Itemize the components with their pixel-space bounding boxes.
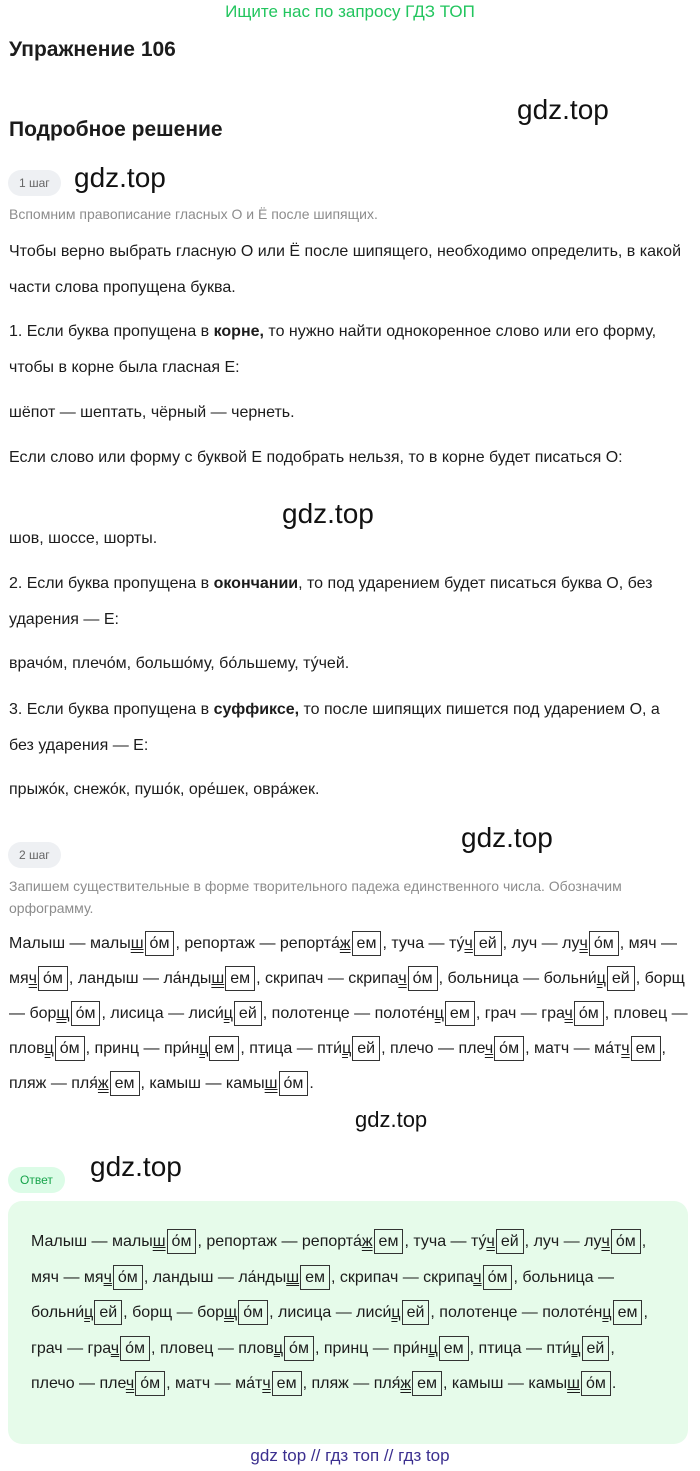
word-pair — [9, 1075, 141, 1092]
ending-box: ем — [374, 1229, 404, 1254]
word-base: туча — ту́ — [413, 1233, 487, 1250]
word-pair — [265, 970, 439, 987]
word-base: больница — больни́ — [447, 970, 597, 987]
step-2-word-list: Малыш — малыш о́м , репортаж — репорта́ж ем , туча — ту́ч ей , луч — луч о́м , мяч — мяч о́м , ландыш — ла́ндыш ем , скрипач — скрипач о́м , больница — больни́ц ей , борщ — борщ о́м , лисица — лиси́ц ей , полотенце — полоте́нц ем , грач — грач о́м , пловец — пловц о́м , принц — при́нц ем , птица — пти́ц ей , плечо — плеч о́м , матч — ма́тч ем , пляж — пля́ж ем , камыш — камыш о́м . — [9, 926, 689, 1101]
ending-box: о́м — [167, 1229, 197, 1254]
word-pair — [391, 935, 502, 952]
rule-1-paragraph — [9, 314, 689, 386]
word-pair — [149, 1075, 309, 1092]
ending-box: о́м — [494, 1036, 524, 1061]
ending-box: ем — [613, 1300, 643, 1325]
rule-2-keyword: окончании — [213, 575, 299, 592]
rule-2-text-c: , то под ударением будет писаться буква О, без ударения — Е: — [9, 575, 653, 628]
orthogram-consonant: ж — [97, 1075, 109, 1092]
word-base: лисица — лиси́ — [278, 1304, 392, 1321]
orthogram-consonant: ч — [621, 1040, 630, 1057]
word-pair — [311, 1375, 443, 1392]
word-pair — [132, 1304, 269, 1321]
orthogram-consonant: ц — [273, 1339, 284, 1357]
watermark: gdz.top — [90, 1151, 182, 1182]
word-base: ландыш — ла́нды — [152, 1268, 287, 1286]
word-pair — [206, 1233, 404, 1250]
word-pair — [249, 1040, 381, 1057]
word-pair — [78, 970, 256, 987]
ending-box: о́м — [574, 1001, 604, 1026]
word-pair — [95, 1040, 241, 1057]
rule-1-text-c: то нужно найти однокоренное слово или его форму, чтобы в корне была гласная Е: — [9, 323, 657, 376]
word-pair — [340, 1269, 514, 1286]
ending-box: о́м — [483, 1265, 513, 1290]
word-base: Малыш — малы — [31, 1233, 153, 1250]
word-base: грач — гра — [484, 1005, 565, 1022]
ending-box: ем — [352, 931, 382, 956]
promo-banner[interactable]: Ищите нас по запросу ГДЗ ТОП — [225, 2, 475, 21]
orthogram-consonant: ч — [464, 935, 473, 952]
word-pair — [153, 1269, 331, 1286]
orthogram-consonant: ц — [428, 1339, 438, 1357]
word-base: камыш — камы — [451, 1375, 568, 1392]
orthogram-consonant: ш — [211, 970, 225, 987]
word-base: полотенце — полоте́н — [439, 1304, 603, 1321]
word-pair — [184, 935, 382, 952]
ending-box: ей — [607, 966, 635, 991]
orthogram-consonant: ш — [264, 1075, 278, 1092]
watermark: gdz.top — [517, 94, 609, 125]
watermark: gdz.top — [355, 1107, 428, 1132]
word-base: луч — лу — [511, 935, 580, 952]
orthogram-consonant: ц — [84, 1304, 94, 1321]
word-base: репортаж — репорта́ — [206, 1233, 362, 1250]
word-base: больница — больни́ — [31, 1268, 615, 1321]
word-base: борщ — бор — [9, 970, 685, 1022]
ending-box: о́м — [284, 1336, 314, 1361]
ending-box: ей — [582, 1336, 610, 1361]
orthogram-consonant: щ — [224, 1304, 238, 1321]
word-base: лисица — лиси́ — [110, 1005, 224, 1022]
word-pair — [485, 1005, 605, 1022]
ending-box: ей — [234, 1001, 262, 1026]
ending-box: о́м — [581, 1371, 611, 1396]
answer-chip: Ответ — [8, 1167, 65, 1193]
rule-2-text-a: 2. Если буква пропущена в — [9, 575, 214, 592]
word-pair — [31, 1233, 197, 1250]
word-base: полотенце — полоте́н — [271, 1005, 435, 1022]
word-pair — [272, 1005, 476, 1022]
footer-links[interactable]: gdz top // гдз топ // гдз top — [250, 1446, 450, 1465]
example-3: врачо́м, плечо́м, большо́му, бо́льшему, ту́чей. — [9, 655, 350, 672]
word-pair — [278, 1304, 430, 1321]
example-4: прыжо́к, снежо́к, пушо́к, оре́шек, овра́жек. — [9, 781, 320, 798]
orthogram-consonant: ч — [564, 1005, 573, 1022]
rule-2-paragraph — [9, 566, 689, 638]
ending-box: о́м — [113, 1265, 143, 1290]
ending-box: о́м — [38, 966, 68, 991]
word-base: принц — при́н — [94, 1040, 200, 1057]
example-1: шёпот — шептать, чёрный — чернеть. — [9, 404, 295, 421]
ending-box: ей — [94, 1300, 122, 1325]
exercise-title: Упражнение 106 — [9, 38, 176, 61]
orthogram-consonant: ж — [400, 1375, 412, 1392]
step-2-chip: 2 шаг — [8, 842, 61, 868]
ending-box: о́м — [279, 1071, 309, 1096]
word-base: грач — гра — [31, 1339, 111, 1357]
orthogram-consonant: ц — [571, 1339, 581, 1357]
orthogram-consonant: ц — [44, 1040, 54, 1057]
word-base: репортаж — репорта́ — [184, 935, 340, 952]
word-base: борщ — бор — [132, 1304, 225, 1321]
ending-box: ей — [352, 1036, 380, 1061]
word-base: матч — ма́т — [175, 1375, 263, 1392]
orthogram-consonant: ч — [601, 1233, 610, 1250]
word-base: Малыш — малы — [9, 935, 131, 952]
orthogram-consonant: ч — [579, 935, 588, 952]
orthogram-consonant: ц — [434, 1005, 444, 1022]
ending-box: ем — [225, 966, 255, 991]
step-1-chip: 1 шаг — [8, 170, 61, 196]
ending-box: о́м — [408, 966, 438, 991]
orthogram-consonant: ж — [361, 1233, 373, 1250]
rule-3-keyword: суффиксе, — [213, 701, 300, 718]
ending-box: ем — [631, 1036, 661, 1061]
word-base: туча — ту́ — [391, 935, 465, 952]
ending-box: о́м — [589, 931, 619, 956]
ending-box: о́м — [71, 1001, 101, 1026]
word-base: пляж — пля́ — [9, 1075, 98, 1092]
word-base: птица — пти́ — [249, 1040, 343, 1057]
step-2-note: Запишем существительные в форме творительного падежа единственного числа. Обозначим орфограмму. — [9, 878, 622, 916]
word-pair — [175, 1375, 303, 1392]
orthogram-consonant: ч — [28, 970, 38, 987]
word-pair — [512, 935, 620, 952]
word-pair — [160, 1340, 315, 1357]
ending-box: о́м — [55, 1036, 85, 1061]
word-base: пловец — плов — [9, 1005, 688, 1057]
step-1-note: Вспомним правописание гласных О и Ё после шипящих. — [9, 206, 378, 222]
word-base: мяч — мя — [31, 1268, 104, 1286]
word-base: птица — пти́ — [478, 1339, 572, 1357]
ending-box: о́м — [145, 931, 175, 956]
orthogram-consonant: ч — [398, 970, 407, 987]
word-pair — [534, 1233, 642, 1250]
word-base: плечо — пле — [389, 1040, 485, 1057]
orthogram-consonant: ч — [103, 1268, 112, 1286]
watermark: gdz.top — [74, 162, 166, 193]
orthogram-consonant: ш — [567, 1375, 580, 1392]
ending-box: о́м — [611, 1229, 641, 1254]
word-pair — [9, 935, 175, 952]
orthogram-consonant: ш — [286, 1268, 300, 1286]
rule-1-alternative: Если слово или форму с буквой Е подобрать нельзя, то в корне будет писаться О: — [9, 449, 623, 466]
word-pair — [452, 1375, 612, 1392]
orthogram-consonant: щ — [56, 1005, 70, 1022]
ending-box: ей — [402, 1300, 430, 1325]
orthogram-consonant: ц — [199, 1040, 209, 1057]
word-pair — [479, 1340, 611, 1357]
word-base: скрипач — скрипа — [339, 1268, 474, 1286]
ending-box: ем — [209, 1036, 239, 1061]
ending-box: ем — [300, 1265, 330, 1290]
word-pair — [324, 1340, 470, 1357]
orthogram-consonant: ц — [342, 1040, 352, 1057]
word-pair — [447, 970, 635, 987]
rule-3-paragraph — [9, 692, 689, 764]
ending-box: ем — [439, 1336, 469, 1361]
solution-title: Подробное решение — [9, 118, 223, 141]
word-base: камыш — камы — [149, 1075, 265, 1092]
orthogram-consonant: ш — [152, 1233, 166, 1250]
ending-box: ей — [474, 931, 502, 956]
orthogram-consonant: ц — [596, 970, 606, 987]
orthogram-consonant: ж — [339, 935, 351, 952]
word-base: пляж — пля́ — [311, 1375, 401, 1392]
orthogram-consonant: ч — [473, 1268, 482, 1286]
ending-box: ем — [272, 1371, 302, 1396]
word-pair — [110, 1005, 262, 1022]
word-base: луч — лу — [533, 1233, 602, 1250]
word-pair — [31, 1269, 144, 1286]
ending-box: о́м — [238, 1300, 268, 1325]
orthogram-consonant: ч — [262, 1375, 271, 1392]
word-pair — [31, 1340, 151, 1357]
word-pair — [31, 1375, 166, 1392]
word-pair — [439, 1304, 643, 1321]
orthogram-consonant: ц — [223, 1005, 233, 1022]
answer-word-list: Малыш — малыш о́м , репортаж — репорта́ж ем , туча — ту́ч ей , луч — луч о́м , мяч — мяч о́м , ландыш — ла́ндыш ем , скрипач — скрипач о́м , больница — больни́ц ей , борщ — борщ о́м , лисица — лиси́ц ей , полотенце — полоте́нц ем , грач — грач о́м , пловец — пловц о́м , принц — при́нц ем , птица — пти́ц ей , плечо — плеч о́м , матч — ма́тч ем , пляж — пля́ж ем , камыш — камыш о́м . — [31, 1224, 661, 1402]
word-base: пловец — плов — [159, 1339, 274, 1357]
orthogram-consonant: ч — [484, 1040, 494, 1057]
orthogram-consonant: ч — [110, 1339, 120, 1357]
word-base: плечо — пле — [31, 1375, 126, 1392]
orthogram-consonant: ц — [391, 1304, 401, 1321]
word-pair — [413, 1233, 524, 1250]
orthogram-consonant: ч — [486, 1233, 495, 1250]
word-base: матч — ма́т — [533, 1040, 622, 1057]
word-base: ландыш — ла́нды — [77, 970, 212, 987]
orthogram-consonant: ц — [602, 1304, 612, 1321]
watermark: gdz.top — [282, 498, 374, 529]
orthogram-consonant: ч — [125, 1375, 135, 1392]
ending-box: ем — [110, 1071, 140, 1096]
word-pair — [390, 1040, 525, 1057]
orthogram-consonant: ш — [130, 935, 144, 952]
ending-box: о́м — [120, 1336, 150, 1361]
word-base: скрипач — скрипа — [265, 970, 399, 987]
word-base: принц — при́н — [323, 1339, 429, 1357]
word-pair — [534, 1040, 662, 1057]
ending-box: о́м — [135, 1371, 165, 1396]
rule-1-keyword: корне, — [213, 323, 264, 340]
rule-3-text-a: 3. Если буква пропущена в — [9, 701, 214, 718]
watermark: gdz.top — [461, 822, 553, 853]
intro-paragraph: Чтобы верно выбрать гласную О или Ё после шипящего, необходимо определить, в какой части слова пропущена буква. — [9, 243, 682, 296]
ending-box: ей — [496, 1229, 524, 1254]
rule-1-text-a: 1. Если буква пропущена в — [9, 323, 214, 340]
word-base: мяч — мя — [9, 935, 678, 987]
ending-box: ем — [412, 1371, 442, 1396]
rule-3-text-c: то после шипящих пишется под ударением О, а без ударения — Е: — [9, 701, 660, 754]
ending-box: ем — [445, 1001, 475, 1026]
example-2: шов, шоссе, шорты. — [9, 530, 158, 547]
